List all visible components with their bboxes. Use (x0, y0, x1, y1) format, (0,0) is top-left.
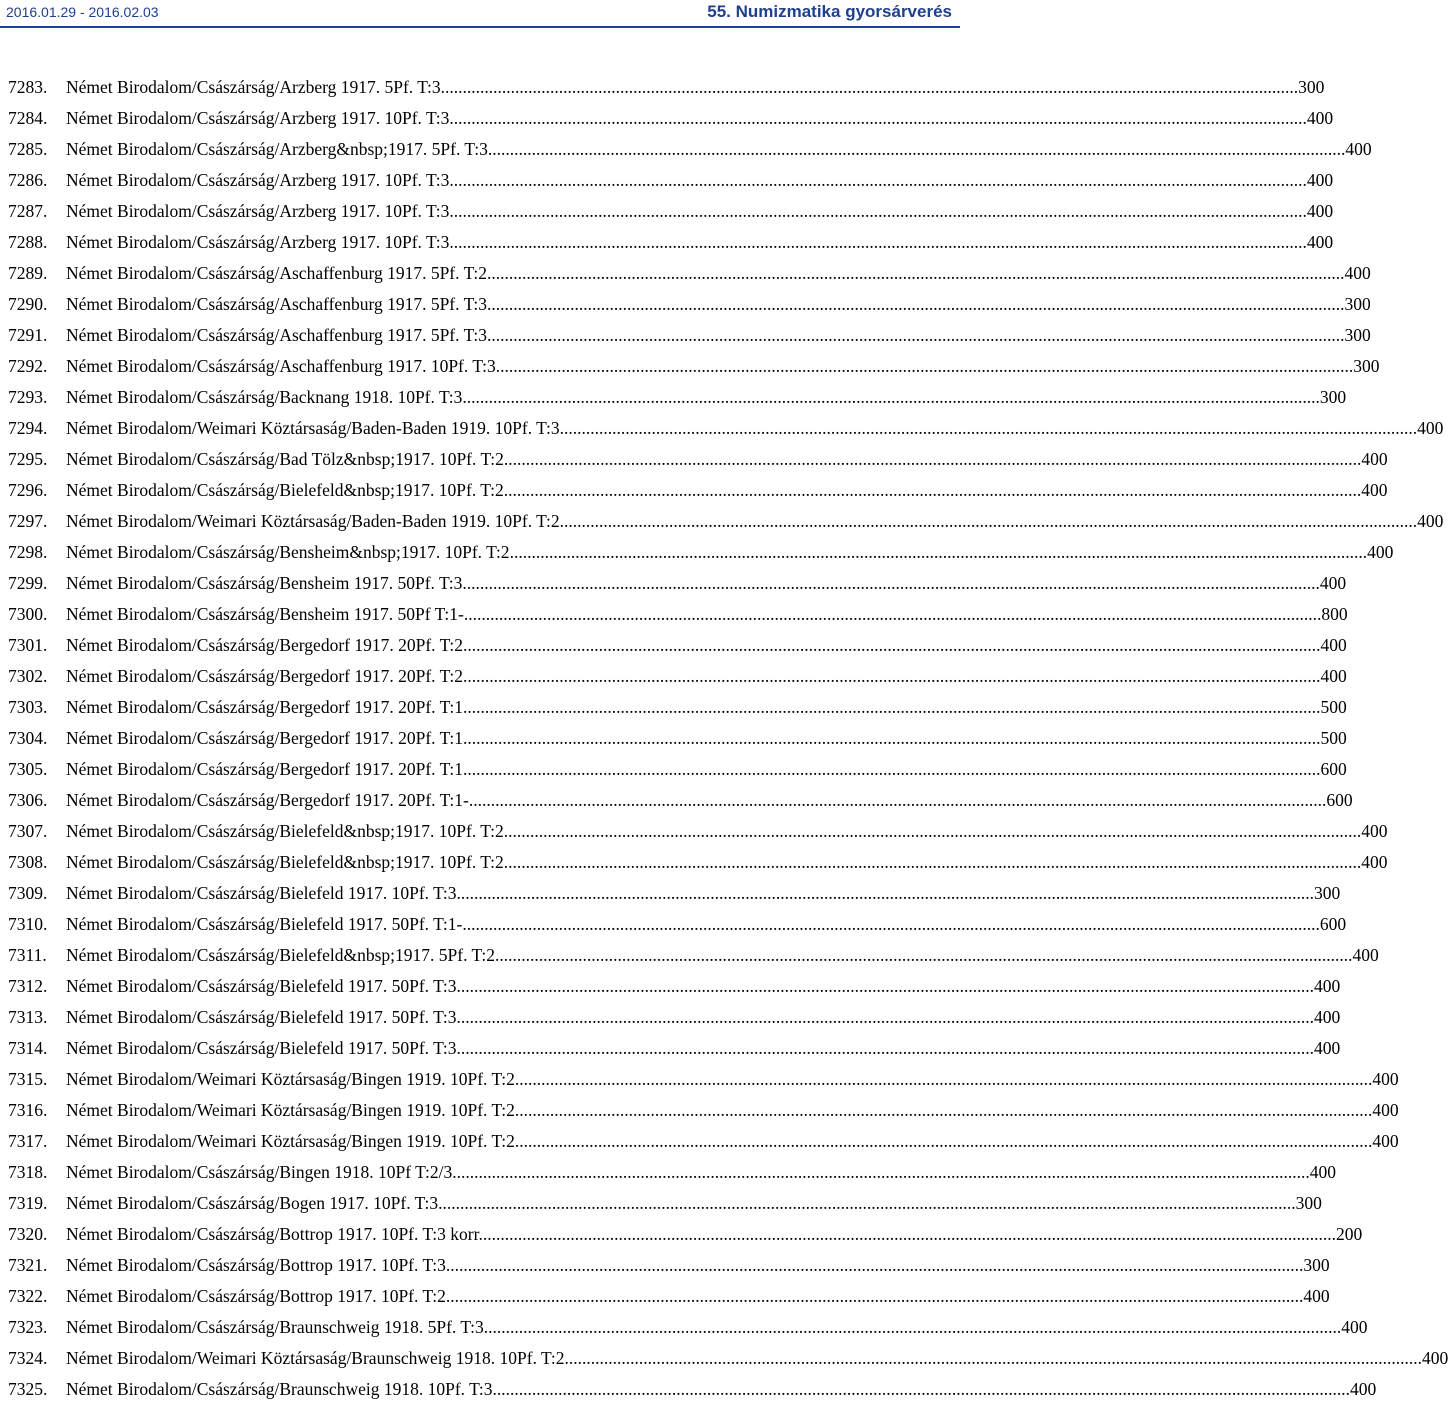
list-item (8, 785, 1353, 816)
lot-number: 7305. (8, 759, 48, 779)
lot-price: 400 (1303, 1286, 1330, 1306)
lot-description: Német Birodalom/Császárság/Bielefeld&nbsp;1917. 10Pf. T:2.................................................................................................................................................................................................... (66, 852, 1362, 872)
list-item (8, 1281, 1330, 1312)
lot-description: Német Birodalom/Weimari Köztársaság/Baden-Baden 1919. 10Pf. T:2.................................................................................................................................................................................................... (66, 511, 1418, 531)
dot-leader: .................................................................................................................................................................................................... (463, 635, 1321, 655)
dot-leader: .................................................................................................................................................................................................... (495, 356, 1354, 376)
lot-number: 7295. (8, 449, 48, 469)
lot-price: 400 (1372, 1131, 1399, 1151)
lot-description: Német Birodalom/Császárság/Bielefeld&nbsp;1917. 5Pf. T:2.................................................................................................................................................................................................... (66, 945, 1353, 965)
list-item (8, 320, 1371, 351)
lot-number: 7297. (8, 511, 48, 531)
lot-description: Német Birodalom/Császárság/Bensheim&nbsp;1917. 10Pf. T:2.................................................................................................................................................................................................... (66, 542, 1368, 562)
list-item (8, 1219, 1363, 1250)
lot-description: Német Birodalom/Császárság/Bottrop 1917. 10Pf. T:2.................................................................................................................................................................................................... (66, 1286, 1304, 1306)
list-item (8, 1002, 1341, 1033)
lot-description: Német Birodalom/Weimari Köztársaság/Bingen 1919. 10Pf. T:2.................................................................................................................................................................................................... (66, 1131, 1373, 1151)
lot-number: 7285. (8, 139, 48, 159)
list-item (8, 413, 1444, 444)
lot-description: Német Birodalom/Császárság/Bottrop 1917. 10Pf. T:3.................................................................................................................................................................................................... (66, 1255, 1304, 1275)
lot-description: Német Birodalom/Császárság/Bielefeld 1917. 50Pf. T:3.................................................................................................................................................................................................... (66, 976, 1315, 996)
lot-price: 600 (1319, 914, 1347, 934)
lot-price: 300 (1319, 387, 1347, 407)
dot-leader: .................................................................................................................................................................................................... (514, 1100, 1373, 1120)
lot-description: Német Birodalom/Császárság/Bielefeld&nbsp;1917. 10Pf. T:2.................................................................................................................................................................................................... (66, 480, 1362, 500)
lot-number: 7317. (8, 1131, 48, 1151)
lot-price: 400 (1306, 232, 1334, 252)
list-item (8, 1250, 1330, 1281)
dot-leader: .................................................................................................................................................................................................... (478, 1224, 1336, 1244)
lot-number: 7307. (8, 821, 48, 841)
lot-price: 500 (1320, 728, 1347, 748)
dot-leader: .................................................................................................................................................................................................... (503, 821, 1362, 841)
lot-number: 7290. (8, 294, 48, 314)
lot-number: 7296. (8, 480, 48, 500)
lot-number: 7325. (8, 1379, 48, 1399)
dot-leader: .................................................................................................................................................................................................... (559, 511, 1418, 531)
lot-price: 500 (1320, 697, 1347, 717)
lot-price: 400 (1319, 573, 1347, 593)
lot-number: 7284. (8, 108, 48, 128)
list-item (8, 878, 1341, 909)
lot-price: 600 (1320, 759, 1347, 779)
lot-description: Német Birodalom/Császárság/Braunschweig 1918. 5Pf. T:3.................................................................................................................................................................................................... (66, 1317, 1342, 1337)
lot-price: 400 (1417, 511, 1444, 531)
lot-price: 400 (1314, 1038, 1341, 1058)
list-item (8, 754, 1347, 785)
list-item (8, 661, 1347, 692)
list-item (8, 506, 1444, 537)
list-item (8, 196, 1334, 227)
dot-leader: .................................................................................................................................................................................................... (456, 976, 1315, 996)
lot-price: 400 (1314, 976, 1341, 996)
lot-number: 7318. (8, 1162, 48, 1182)
lot-number: 7312. (8, 976, 48, 996)
lot-description: Német Birodalom/Császárság/Bad Tölz&nbsp;1917. 10Pf. T:2.................................................................................................................................................................................................... (66, 449, 1362, 469)
lot-number: 7319. (8, 1193, 48, 1213)
lot-number: 7291. (8, 325, 48, 345)
lot-number: 7300. (8, 604, 48, 624)
list-item (8, 444, 1388, 475)
lot-description: Német Birodalom/Császárság/Bottrop 1917. 10Pf. T:3 korr.................................................................................................................................................................................................... (66, 1224, 1336, 1244)
dot-leader: .................................................................................................................................................................................................... (438, 1193, 1296, 1213)
dot-leader: .................................................................................................................................................................................................... (487, 294, 1345, 314)
lot-description: Német Birodalom/Császárság/Bensheim 1917. 50Pf. T:3.................................................................................................................................................................................................... (66, 573, 1320, 593)
lot-price: 400 (1350, 1379, 1377, 1399)
lot-price: 400 (1320, 666, 1347, 686)
dot-leader: .................................................................................................................................................................................................... (456, 1038, 1315, 1058)
list-item (8, 134, 1372, 165)
lot-description: Német Birodalom/Császárság/Bergedorf 1917. 20Pf. T:1.................................................................................................................................................................................................... (66, 728, 1321, 748)
lot-number: 7304. (8, 728, 48, 748)
lot-description: Német Birodalom/Császárság/Arzberg 1917. 10Pf. T:3.................................................................................................................................................................................................... (66, 232, 1307, 252)
lot-description: Német Birodalom/Császárság/Bergedorf 1917. 20Pf. T:1.................................................................................................................................................................................................... (66, 697, 1321, 717)
lot-price: 400 (1320, 635, 1347, 655)
lot-number: 7324. (8, 1348, 48, 1368)
lot-price: 300 (1314, 883, 1341, 903)
header-divider (0, 26, 960, 28)
dot-leader: .................................................................................................................................................................................................... (462, 387, 1320, 407)
dot-leader: .................................................................................................................................................................................................... (463, 697, 1321, 717)
date-range: 2016.01.29 - 2016.02.03 (6, 4, 159, 20)
lot-price: 400 (1372, 1069, 1399, 1089)
list-item (8, 1064, 1399, 1095)
dot-leader: .................................................................................................................................................................................................... (452, 1162, 1310, 1182)
dot-leader: .................................................................................................................................................................................................... (487, 325, 1345, 345)
lot-number: 7303. (8, 697, 48, 717)
lot-price: 300 (1353, 356, 1380, 376)
list-item (8, 1374, 1377, 1405)
lot-price: 400 (1341, 1317, 1368, 1337)
lot-description: Német Birodalom/Császárság/Bergedorf 1917. 20Pf. T:1-.................................................................................................................................................................................................... (66, 790, 1327, 810)
lot-description: Német Birodalom/Császárság/Arzberg 1917. 10Pf. T:3.................................................................................................................................................................................................... (66, 108, 1307, 128)
lot-price: 300 (1344, 325, 1371, 345)
dot-leader: .................................................................................................................................................................................................... (487, 139, 1346, 159)
lot-number: 7293. (8, 387, 48, 407)
lot-number: 7309. (8, 883, 48, 903)
auction-title: 55. Numizmatika gyorsárverés (707, 2, 952, 21)
dot-leader: .................................................................................................................................................................................................... (503, 449, 1362, 469)
lot-description: Német Birodalom/Császárság/Arzberg 1917. 5Pf. T:3.................................................................................................................................................................................................... (66, 77, 1299, 97)
dot-leader: .................................................................................................................................................................................................... (503, 480, 1362, 500)
lot-description: Német Birodalom/Császárság/Bogen 1917. 10Pf. T:3.................................................................................................................................................................................................... (66, 1193, 1296, 1213)
lot-price: 400 (1361, 821, 1388, 841)
lot-description: Német Birodalom/Császárság/Bensheim 1917. 50Pf T:1-.................................................................................................................................................................................................... (66, 604, 1322, 624)
lot-description: Német Birodalom/Császárság/Bergedorf 1917. 20Pf. T:1.................................................................................................................................................................................................... (66, 759, 1321, 779)
list-item (8, 227, 1334, 258)
lot-description: Német Birodalom/Császárság/Arzberg 1917. 10Pf. T:3.................................................................................................................................................................................................... (66, 170, 1307, 190)
lot-number: 7283. (8, 77, 48, 97)
list-item (8, 165, 1334, 196)
dot-leader: .................................................................................................................................................................................................... (492, 1379, 1351, 1399)
dot-leader: .................................................................................................................................................................................................... (462, 573, 1320, 593)
list-item (8, 72, 1325, 103)
lot-description: Német Birodalom/Császárság/Bingen 1918. 10Pf T:2/3.................................................................................................................................................................................................... (66, 1162, 1310, 1182)
page-header (0, 0, 960, 30)
lot-number: 7298. (8, 542, 48, 562)
dot-leader: .................................................................................................................................................................................................... (509, 542, 1368, 562)
dot-leader: .................................................................................................................................................................................................... (445, 1255, 1304, 1275)
lot-price: 300 (1303, 1255, 1330, 1275)
lot-number: 7323. (8, 1317, 48, 1337)
dot-leader: .................................................................................................................................................................................................... (463, 666, 1321, 686)
lot-price: 400 (1306, 201, 1334, 221)
lot-number: 7310. (8, 914, 48, 934)
lot-description: Német Birodalom/Császárság/Backnang 1918. 10Pf. T:3.................................................................................................................................................................................................... (66, 387, 1320, 407)
lot-description: Német Birodalom/Császárság/Bielefeld 1917. 10Pf. T:3.................................................................................................................................................................................................... (66, 883, 1315, 903)
lot-number: 7316. (8, 1100, 48, 1120)
lot-description: Német Birodalom/Weimari Köztársaság/Braunschweig 1918. 10Pf. T:2.................................................................................................................................................................................................... (66, 1348, 1422, 1368)
lot-number: 7301. (8, 635, 48, 655)
dot-leader: .................................................................................................................................................................................................... (503, 852, 1362, 872)
lot-description: Német Birodalom/Császárság/Arzberg&nbsp;1917. 5Pf. T:3.................................................................................................................................................................................................... (66, 139, 1346, 159)
lot-number: 7286. (8, 170, 48, 190)
list-item (8, 1095, 1399, 1126)
list-item (8, 382, 1347, 413)
lot-price: 400 (1306, 108, 1334, 128)
dot-leader: .................................................................................................................................................................................................... (445, 1286, 1304, 1306)
dot-leader: .................................................................................................................................................................................................... (559, 418, 1418, 438)
list-item (8, 1343, 1448, 1374)
lot-number: 7287. (8, 201, 48, 221)
lot-number: 7315. (8, 1069, 48, 1089)
lot-price: 200 (1335, 1224, 1363, 1244)
list-item (8, 847, 1388, 878)
dot-leader: .................................................................................................................................................................................................... (514, 1069, 1373, 1089)
lot-list (8, 72, 1448, 1405)
lot-description: Német Birodalom/Császárság/Aschaffenburg 1917. 5Pf. T:3.................................................................................................................................................................................................... (66, 325, 1345, 345)
list-item (8, 475, 1388, 506)
lot-number: 7321. (8, 1255, 48, 1275)
lot-number: 7306. (8, 790, 48, 810)
lot-description: Német Birodalom/Császárság/Aschaffenburg 1917. 5Pf. T:2.................................................................................................................................................................................................... (66, 263, 1345, 283)
lot-description: Német Birodalom/Weimari Köztársaság/Bingen 1919. 10Pf. T:2.................................................................................................................................................................................................... (66, 1069, 1373, 1089)
lot-description: Német Birodalom/Császárság/Aschaffenburg 1917. 10Pf. T:3.................................................................................................................................................................................................... (66, 356, 1354, 376)
lot-number: 7308. (8, 852, 48, 872)
lot-number: 7314. (8, 1038, 48, 1058)
lot-price: 400 (1417, 418, 1444, 438)
lot-number: 7299. (8, 573, 48, 593)
lot-description: Német Birodalom/Császárság/Bergedorf 1917. 20Pf. T:2.................................................................................................................................................................................................... (66, 666, 1321, 686)
lot-number: 7320. (8, 1224, 48, 1244)
lot-price: 800 (1321, 604, 1348, 624)
lot-number: 7289. (8, 263, 48, 283)
list-item (8, 1312, 1368, 1343)
dot-leader: .................................................................................................................................................................................................... (449, 108, 1307, 128)
list-item (8, 289, 1371, 320)
lot-price: 400 (1314, 1007, 1341, 1027)
list-item (8, 1126, 1399, 1157)
list-item (8, 103, 1334, 134)
list-item (8, 816, 1388, 847)
list-item (8, 940, 1379, 971)
dot-leader: .................................................................................................................................................................................................... (564, 1348, 1422, 1368)
dot-leader: .................................................................................................................................................................................................... (468, 790, 1327, 810)
dot-leader: .................................................................................................................................................................................................... (449, 232, 1307, 252)
list-item (8, 351, 1380, 382)
list-item (8, 909, 1347, 940)
list-item (8, 692, 1347, 723)
dot-leader: .................................................................................................................................................................................................... (483, 1317, 1342, 1337)
lot-price: 400 (1306, 170, 1334, 190)
list-item (8, 1033, 1341, 1064)
lot-price: 400 (1367, 542, 1394, 562)
lot-description: Német Birodalom/Császárság/Bielefeld&nbsp;1917. 10Pf. T:2.................................................................................................................................................................................................... (66, 821, 1362, 841)
list-item (8, 599, 1348, 630)
lot-number: 7302. (8, 666, 48, 686)
lot-price: 400 (1372, 1100, 1399, 1120)
dot-leader: .................................................................................................................................................................................................... (463, 604, 1322, 624)
lot-price: 600 (1326, 790, 1353, 810)
lot-price: 400 (1361, 852, 1388, 872)
list-item (8, 1157, 1336, 1188)
lot-description: Német Birodalom/Császárság/Arzberg 1917. 10Pf. T:3.................................................................................................................................................................................................... (66, 201, 1307, 221)
lot-price: 300 (1298, 77, 1325, 97)
lot-price: 300 (1344, 294, 1371, 314)
dot-leader: .................................................................................................................................................................................................... (449, 170, 1307, 190)
list-item (8, 537, 1394, 568)
lot-number: 7313. (8, 1007, 48, 1027)
lot-number: 7294. (8, 418, 48, 438)
lot-description: Német Birodalom/Császárság/Bielefeld 1917. 50Pf. T:3.................................................................................................................................................................................................... (66, 1038, 1315, 1058)
lot-description: Német Birodalom/Császárság/Bielefeld 1917. 50Pf. T:3.................................................................................................................................................................................................... (66, 1007, 1315, 1027)
lot-description: Német Birodalom/Császárság/Braunschweig 1918. 10Pf. T:3.................................................................................................................................................................................................... (66, 1379, 1351, 1399)
dot-leader: .................................................................................................................................................................................................... (463, 759, 1321, 779)
lot-number: 7322. (8, 1286, 48, 1306)
list-item (8, 568, 1347, 599)
lot-price: 400 (1352, 945, 1379, 965)
lot-price: 300 (1295, 1193, 1322, 1213)
lot-description: Német Birodalom/Weimari Köztársaság/Bingen 1919. 10Pf. T:2.................................................................................................................................................................................................... (66, 1100, 1373, 1120)
lot-description: Német Birodalom/Weimari Köztársaság/Baden-Baden 1919. 10Pf. T:3.................................................................................................................................................................................................... (66, 418, 1418, 438)
lot-price: 400 (1344, 263, 1371, 283)
dot-leader: .................................................................................................................................................................................................... (463, 728, 1321, 748)
lot-price: 400 (1361, 449, 1388, 469)
lot-number: 7292. (8, 356, 48, 376)
dot-leader: .................................................................................................................................................................................................... (487, 263, 1345, 283)
dot-leader: .................................................................................................................................................................................................... (456, 1007, 1315, 1027)
lot-description: Német Birodalom/Császárság/Aschaffenburg 1917. 5Pf. T:3.................................................................................................................................................................................................... (66, 294, 1345, 314)
dot-leader: .................................................................................................................................................................................................... (494, 945, 1353, 965)
list-item (8, 630, 1347, 661)
lot-price: 400 (1309, 1162, 1336, 1182)
dot-leader: .................................................................................................................................................................................................... (449, 201, 1307, 221)
list-item (8, 258, 1371, 289)
dot-leader: .................................................................................................................................................................................................... (456, 883, 1315, 903)
lot-price: 400 (1421, 1348, 1448, 1368)
lot-description: Német Birodalom/Császárság/Bielefeld 1917. 50Pf. T:1-.................................................................................................................................................................................................... (66, 914, 1320, 934)
dot-leader: .................................................................................................................................................................................................... (514, 1131, 1373, 1151)
dot-leader: .................................................................................................................................................................................................... (440, 77, 1299, 97)
lot-description: Német Birodalom/Császárság/Bergedorf 1917. 20Pf. T:2.................................................................................................................................................................................................... (66, 635, 1321, 655)
list-item (8, 971, 1341, 1002)
lot-price: 400 (1361, 480, 1388, 500)
lot-price: 400 (1345, 139, 1372, 159)
lot-number: 7288. (8, 232, 48, 252)
list-item (8, 723, 1347, 754)
dot-leader: .................................................................................................................................................................................................... (462, 914, 1320, 934)
lot-number: 7311. (8, 945, 47, 965)
list-item (8, 1188, 1322, 1219)
